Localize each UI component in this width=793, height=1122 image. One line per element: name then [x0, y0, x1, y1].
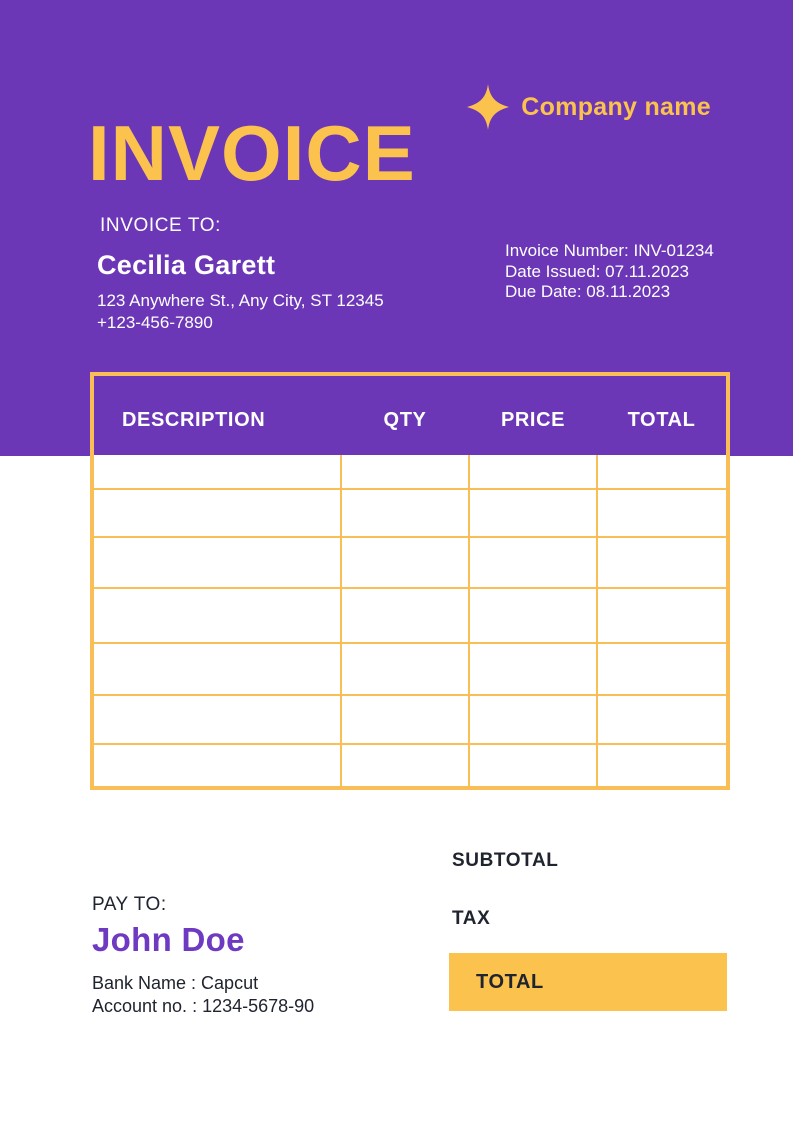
table-row [92, 588, 728, 643]
table-cell-empty [597, 588, 728, 643]
client-address-phone [97, 290, 384, 334]
table-cell-empty [469, 643, 597, 695]
date-issued: Date Issued: 07.11.2023 [505, 261, 689, 281]
client-phone: +123-456-7890 [97, 313, 213, 332]
due-date: Due Date: 08.11.2023 [505, 282, 671, 301]
pay-to-label: PAY TO: [92, 894, 167, 915]
account-number: Account no. : 1234-5678-90 [92, 996, 315, 1016]
table-cell-empty [92, 588, 341, 643]
table-row [92, 744, 728, 788]
page-title: INVOICE [88, 109, 416, 197]
subtotal-label: SUBTOTAL [452, 850, 559, 871]
table-cell-empty [597, 537, 728, 588]
column-header-price: PRICE [500, 409, 566, 431]
table-cell-empty [92, 455, 341, 489]
payee-name: John Doe [92, 921, 245, 958]
table-row [92, 537, 728, 588]
table-cell-empty [92, 643, 341, 695]
table-cell-empty [597, 643, 728, 695]
table-cell-empty [469, 489, 597, 537]
table-cell-empty [597, 489, 728, 537]
items-table-body [92, 455, 728, 788]
table-cell-empty [92, 537, 341, 588]
table-cell-empty [597, 455, 728, 489]
table-cell-empty [92, 695, 341, 744]
bank-details [92, 972, 314, 1018]
table-cell-empty [597, 695, 728, 744]
invoice-to-block [97, 215, 384, 334]
table-row [92, 643, 728, 695]
table-cell-empty [341, 643, 469, 695]
total-label: TOTAL [476, 970, 544, 993]
table-cell-empty [469, 744, 597, 788]
table-cell-empty [341, 489, 469, 537]
invoice-number: Invoice Number: INV-01234 [505, 241, 714, 260]
client-name: Cecilia Garett [97, 250, 276, 280]
bank-name: Bank Name : Capcut [92, 973, 259, 993]
table-row [92, 489, 728, 537]
client-address: 123 Anywhere St., Any City, ST 12345 [97, 291, 384, 310]
column-header-qty: QTY [383, 409, 427, 431]
table-cell-empty [469, 455, 597, 489]
table-row [92, 695, 728, 744]
invoice-meta-block [505, 241, 714, 303]
table-cell-empty [341, 455, 469, 489]
table-cell-empty [597, 744, 728, 788]
table-row [92, 455, 728, 489]
table-cell-empty [341, 588, 469, 643]
sparkle-icon [467, 84, 509, 130]
total-highlight-box [449, 953, 727, 1011]
table-cell-empty [92, 744, 341, 788]
tax-label: TAX [452, 908, 491, 929]
table-cell-empty [469, 588, 597, 643]
items-table [90, 372, 730, 790]
pay-to-block [92, 894, 314, 1018]
company-brand [467, 84, 711, 130]
table-cell-empty [341, 744, 469, 788]
column-header-description: DESCRIPTION [122, 409, 266, 431]
company-name: Company name [521, 92, 711, 121]
table-cell-empty [341, 695, 469, 744]
table-header-row [92, 374, 728, 455]
table-cell-empty [341, 537, 469, 588]
table-cell-empty [469, 695, 597, 744]
table-cell-empty [469, 537, 597, 588]
invoice-to-label: INVOICE TO: [100, 215, 221, 236]
items-table-header [92, 374, 728, 455]
table-cell-empty [92, 489, 341, 537]
column-header-total: TOTAL [627, 409, 696, 431]
